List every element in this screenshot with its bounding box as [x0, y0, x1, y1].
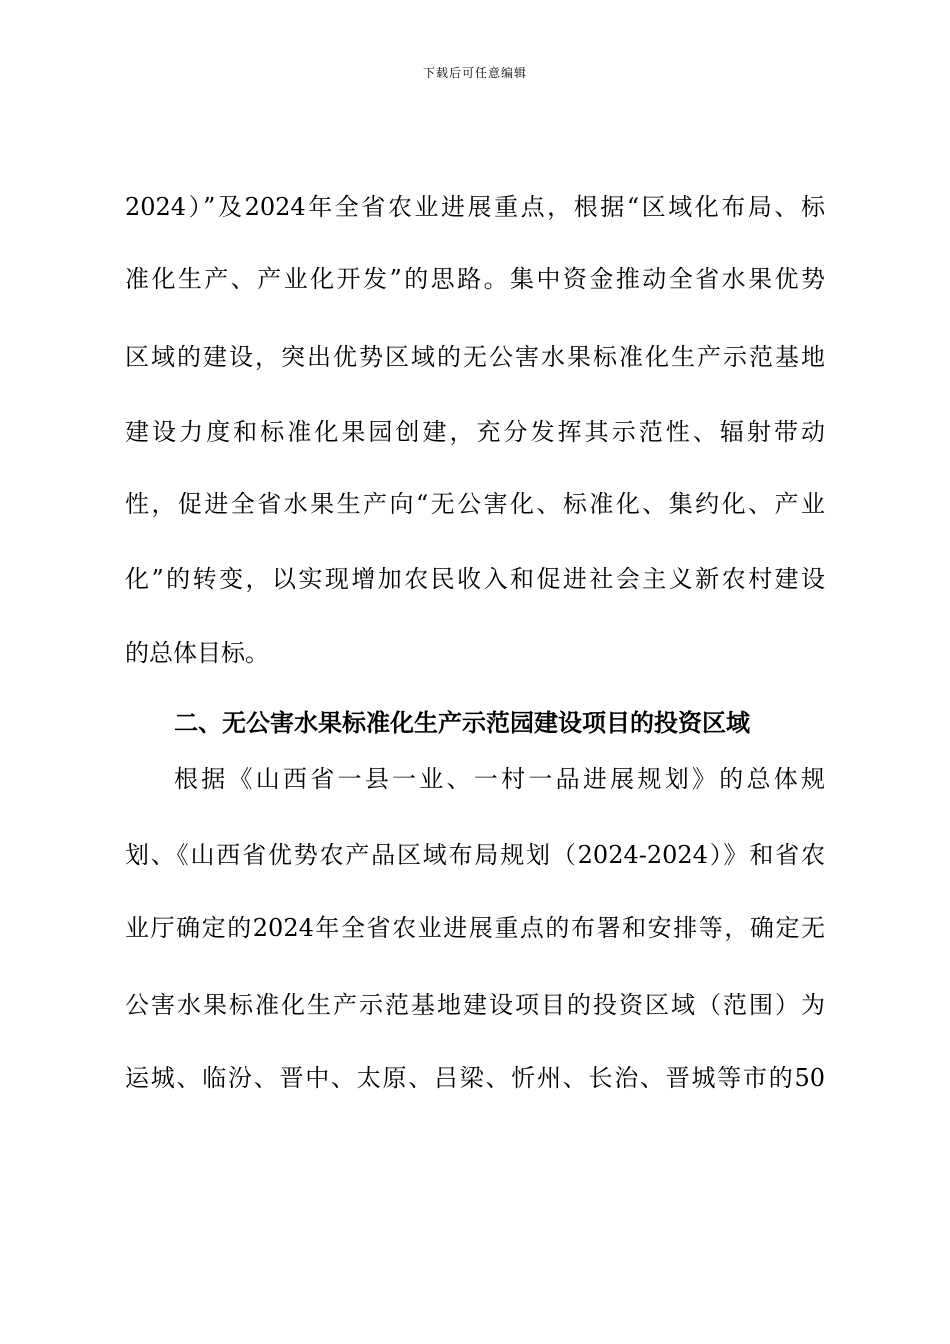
text-line: 根据《山西省一县一业、一村一品进展规划》的总体规 [174, 765, 825, 793]
text-line: 区域的建设，突出优势区域的无公害水果标准化生产示范基地 [125, 343, 825, 371]
text-line: 2024）”及2024年全省农业进展重点，根据“区域化布局、标 [125, 193, 825, 221]
text-line: 划、《山西省优势农产品区域布局规划（2024-2024）》和省农 [125, 841, 825, 869]
text-line: 业厅确定的2024年全省农业进展重点的布署和安排等，确定无 [125, 914, 825, 942]
text-line: 准化生产、产业化开发”的思路。集中资金推动全省水果优势 [125, 265, 825, 293]
text-line: 性，促进全省水果生产向“无公害化、标准化、集约化、产业 [125, 490, 825, 518]
text-line: 化”的转变，以实现增加农民收入和促进社会主义新农村建设 [125, 565, 825, 593]
text-line: 的总体目标。 [125, 639, 269, 667]
page-header: 下载后可任意编辑 [422, 66, 527, 80]
text-line: 建设力度和标准化果园创建，充分发挥其示范性、辐射带动 [125, 418, 825, 446]
text-line: 公害水果标准化生产示范基地建设项目的投资区域（范围）为 [125, 991, 825, 1019]
text-line: 运城、临汾、晋中、太原、吕梁、忻州、长治、晋城等市的50 [125, 1064, 825, 1092]
section-heading: 二、无公害水果标准化生产示范园建设项目的投资区域 [174, 708, 750, 737]
